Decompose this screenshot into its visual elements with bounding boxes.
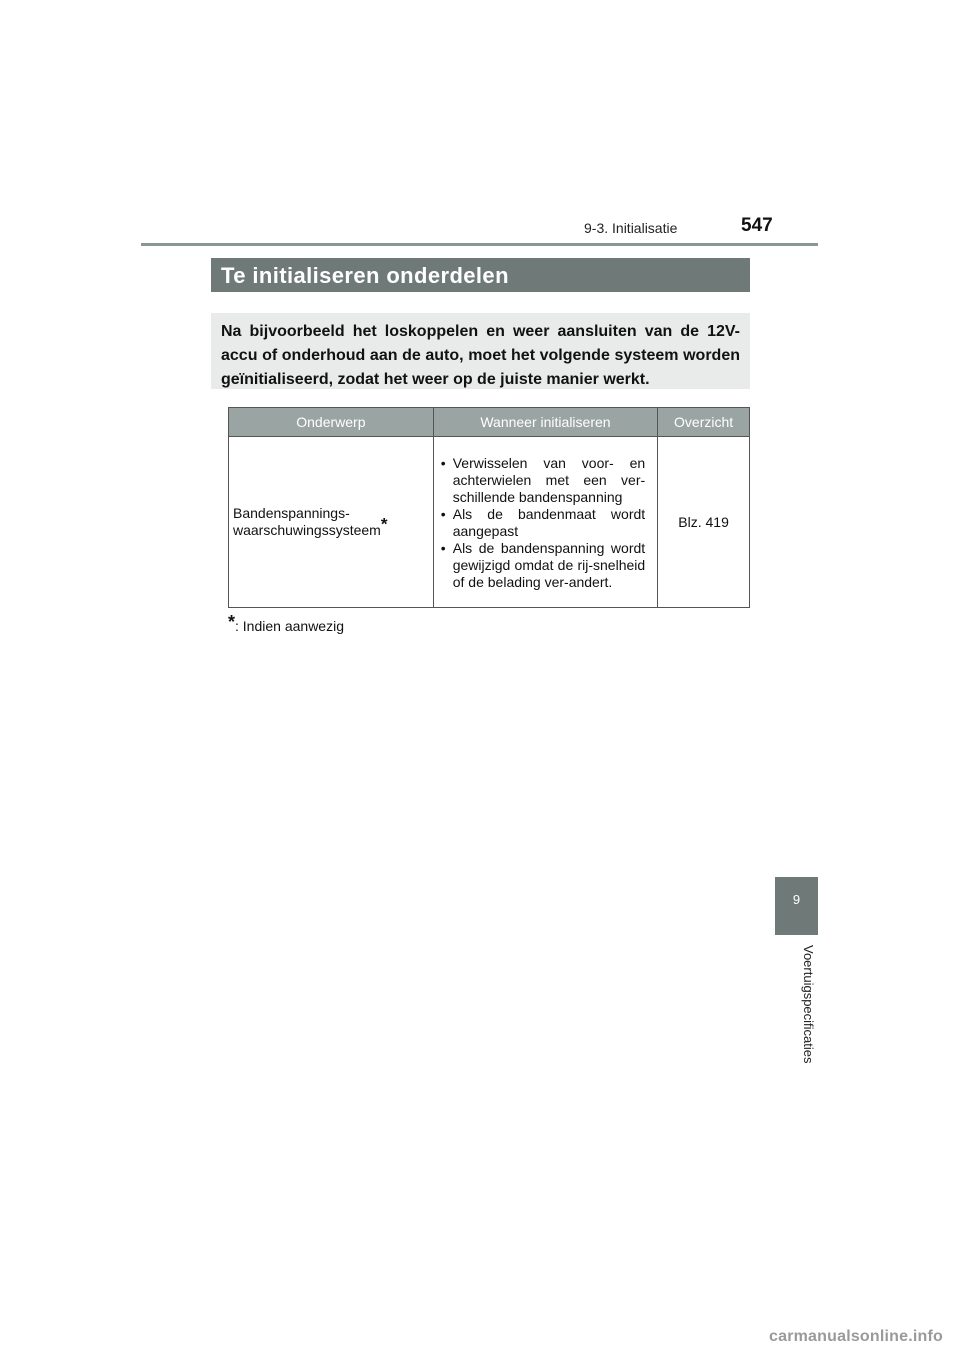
watermark: carmanualsonline.info — [769, 1328, 944, 1345]
column-header-subject: Onderwerp — [229, 408, 434, 437]
chapter-tab[interactable] — [775, 877, 818, 935]
table-row — [229, 437, 750, 608]
column-header-when: Wanneer initialiseren — [433, 408, 657, 437]
header-divider — [141, 243, 818, 246]
chapter-number: 9 — [792, 892, 801, 907]
bullet-icon: • — [440, 506, 446, 522]
cell-overview: Blz. 419 — [658, 437, 750, 608]
chapter-label: Voertuigspecificaties — [801, 945, 816, 1064]
subject-line-2: waarschuwingssysteem — [233, 522, 381, 538]
when-item-text: Als de bandenmaat wordt aangepast — [452, 506, 646, 539]
cell-subject — [229, 437, 434, 608]
initialization-table — [228, 407, 750, 608]
table-header-row — [229, 408, 750, 437]
list-item — [439, 540, 645, 591]
footnote-marker: * — [380, 514, 388, 534]
bullet-icon: • — [440, 540, 446, 556]
page-title: Te initialiseren onderdelen — [211, 258, 750, 292]
when-item-text: Als de bandenspanning wordt gewijzigd omdat de rij-snelheid of de belading ver-andert. — [452, 540, 646, 590]
footnote-text: : Indien aanwezig — [235, 618, 344, 634]
intro-box — [211, 313, 750, 389]
column-header-overview: Overzicht — [658, 408, 750, 437]
list-item — [439, 455, 645, 506]
footnote — [228, 612, 344, 634]
when-list — [439, 455, 645, 591]
subject-line-1: Bandenspannings- — [233, 505, 350, 521]
section-heading: 9-3. Initialisatie — [584, 220, 678, 236]
when-item-text: Verwisselen van voor- en achterwielen met een ver-schillende bandenspanning — [452, 455, 646, 505]
footnote-star: * — [228, 612, 236, 632]
cell-when — [433, 437, 657, 608]
intro-text: Na bijvoorbeeld het loskoppelen en weer aansluiten van de 12V-accu of onderhoud aan de auto, moet het volgende systeem worden geïnitialiseerd, zodat het weer op de juiste manier werkt. — [221, 323, 740, 388]
list-item — [439, 506, 645, 540]
page-number: 547 — [741, 215, 773, 236]
bullet-icon: • — [440, 455, 446, 471]
